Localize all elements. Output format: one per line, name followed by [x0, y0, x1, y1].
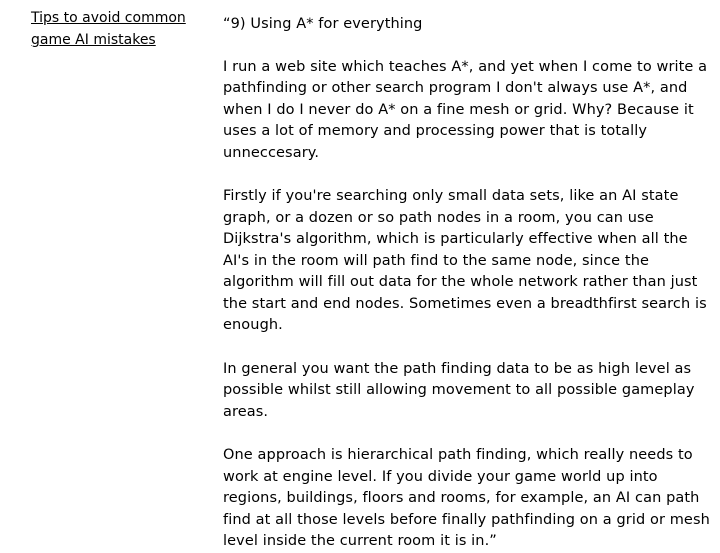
article-paragraph: I run a web site which teaches A*, and yet when I come to write a pathfinding or other search program I don't always use A*, and when I do I never do A* on a fine mesh or grid. Why? Because it uses a lot of memory and processing power that is totally unneccesary.	[223, 58, 708, 161]
sidebar-link-tips[interactable]: Tips to avoid common game AI mistakes	[31, 10, 186, 48]
article-paragraph: One approach is hierarchical path finding, which really needs to work at engine level. If you divide your game world up into regions, buildings, floors and rooms, for example, an AI can path find at all those levels before finally pathfinding on a grid or mesh level inside the current room it is in.”	[223, 447, 710, 549]
article-paragraph: Firstly if you're searching only small data sets, like an AI state graph, or a dozen or so path nodes in a room, you can use Dijkstra's algorithm, which is particularly effective when all the AI's in the room will path find to the same node, since the algorithm will fill out data for the whole network rather than just the start and end nodes. Sometimes even a breadthfirst search is enough.	[223, 188, 707, 333]
article-paragraph: In general you want the path finding data to be as high level as possible whilst still allowing movement to all possible gameplay areas.	[223, 360, 695, 420]
article-body	[223, 14, 713, 553]
article-heading: “9) Using A* for everything	[223, 16, 423, 32]
